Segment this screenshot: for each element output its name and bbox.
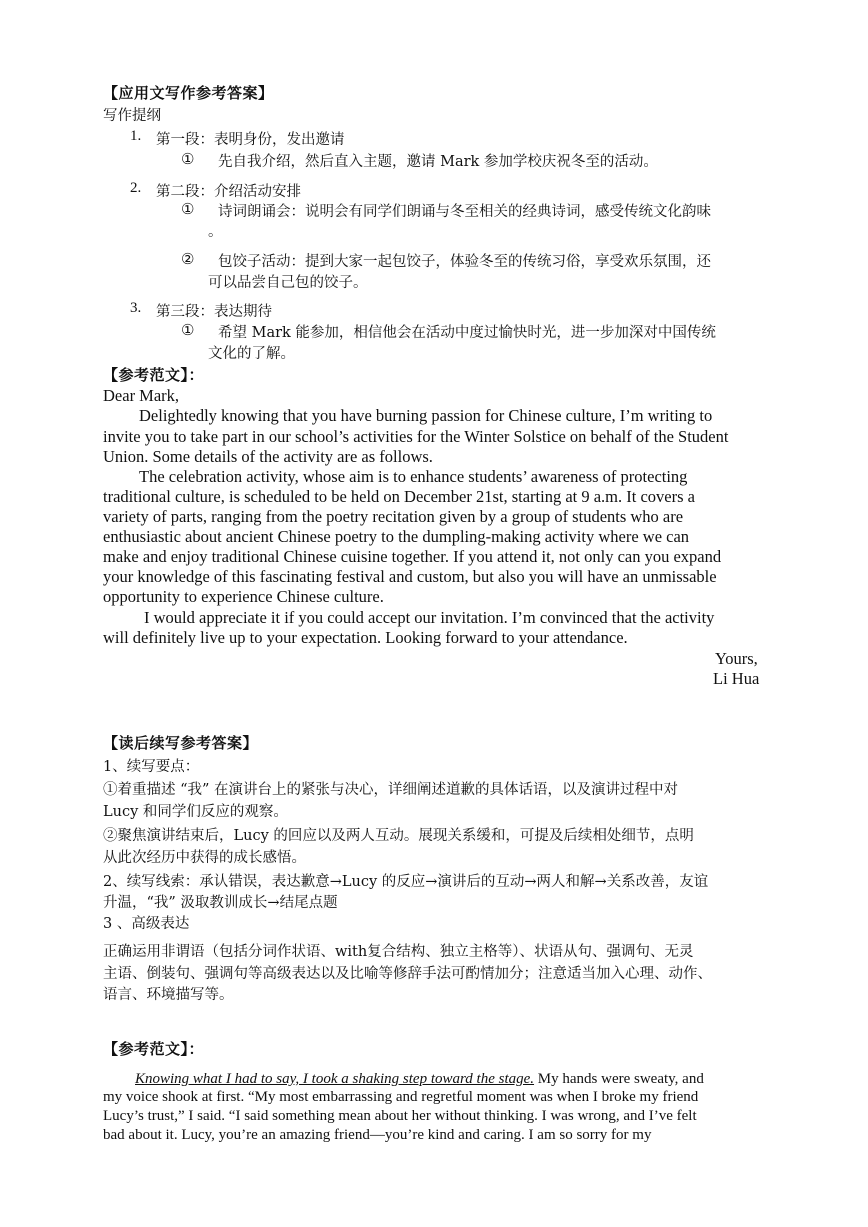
letter-line: make and enjoy traditional Chinese cuisine together. If you attend it, not only can you expand xyxy=(103,547,722,566)
letter-line: opportunity to experience Chinese culture. xyxy=(103,587,384,606)
expression-line: 主语、倒装句、强调句等高级表达以及比喻等修辞手法可酌情加分；注意适当加入心理、动作、 xyxy=(103,966,712,982)
letter-line: your knowledge of this fascinating festival and custom, but also you will have an unmissable xyxy=(103,567,717,586)
outline-item-text: 包饺子活动：提到大家一起包饺子，体验冬至的传统习俗，享受欢乐氛围，还 xyxy=(218,254,711,270)
outline-head-2: 第二段：介绍活动安排 xyxy=(156,184,301,200)
expression-line: 语言、环境描写等。 xyxy=(103,987,234,1003)
outline-item-text: 。 xyxy=(208,224,223,240)
letter-line: enthusiastic about ancient Chinese poetry to the dumpling-making activity where we can xyxy=(103,527,690,546)
outline-subtitle: 写作提纲 xyxy=(103,108,161,124)
outline-head-3: 第三段：表达期待 xyxy=(156,304,272,320)
essay-underlined-sentence: Knowing what I had to say, I took a shaking step toward the stage. xyxy=(135,1071,535,1087)
outline-item-text: 先自我介绍，然后直入主题，邀请 Mark 参加学校庆祝冬至的活动。 xyxy=(218,154,658,170)
letter-line: invite you to take part in our school’s activities for the Winter Solstice on behalf of the Student xyxy=(103,427,729,446)
letter-salutation: Dear Mark, xyxy=(103,386,180,405)
sample-title-continuation: 【参考范文】： xyxy=(103,1040,205,1058)
clue-line: 升温，“我” 汲取教训成长→结尾点题 xyxy=(103,895,338,911)
essay-line: bad about it. Lucy, you’re an amazing friend—you’re kind and caring. I am so sorry for my xyxy=(103,1127,652,1143)
letter-line: variety of parts, ranging from the poetry recitation given by a group of students who are xyxy=(103,507,684,526)
essay-line: my voice shook at first. “My most embarrassing and regretful moment was when I broke my friend xyxy=(103,1089,699,1105)
letter-signature: Li Hua xyxy=(713,669,760,688)
letter-line: The celebration activity, whose aim is to enhance students’ awareness of protecting xyxy=(139,467,688,486)
section-title-continuation: 【读后续写参考答案】 xyxy=(103,734,259,752)
outline-mark: ① xyxy=(181,150,195,168)
outline-num-1: 1. xyxy=(130,128,142,144)
outline-mark: ② xyxy=(181,250,195,268)
points-heading: 1、续写要点： xyxy=(103,759,200,775)
essay-first-line xyxy=(135,1071,704,1088)
outline-item-text: 希望 Mark 能参加，相信他会在活动中度过愉快时光，进一步加深对中国传统 xyxy=(218,325,716,341)
letter-line: will definitely live up to your expectation. Looking forward to your attendance. xyxy=(103,628,628,647)
letter-line: traditional culture, is scheduled to be held on December 21st, starting at 9 a.m. It covers a xyxy=(103,487,695,506)
letter-line: Union. Some details of the activity are as follows. xyxy=(103,447,433,466)
essay-line: Lucy’s trust,” I said. “I said something mean about her without thinking. I was wrong, and I’ve felt xyxy=(103,1108,697,1124)
letter-closing: Yours, xyxy=(715,649,758,668)
outline-head-1: 第一段：表明身份，发出邀请 xyxy=(156,132,345,148)
point-a-line: ①着重描述 “我” 在演讲台上的紧张与决心，详细阐述道歉的具体话语，以及演讲过程中对 xyxy=(103,782,679,798)
point-b-line: 从此次经历中获得的成长感悟。 xyxy=(103,850,306,866)
outline-item-text: 诗词朗诵会：说明会有同学们朗诵与冬至相关的经典诗词，感受传统文化韵味 xyxy=(218,204,711,220)
letter-line: Delightedly knowing that you have burning passion for Chinese culture, I’m writing to xyxy=(139,406,713,425)
expression-line: 正确运用非谓语（包括分词作状语、with复合结构、独立主格等）、状语从句、强调句、无灵 xyxy=(103,944,694,960)
outline-item-text: 可以品尝自己包的饺子。 xyxy=(208,275,368,291)
expression-heading: 3 、高级表达 xyxy=(103,916,190,932)
outline-mark: ① xyxy=(181,200,195,218)
outline-item-text: 文化的了解。 xyxy=(208,346,295,362)
essay-first-line-rest: My hands were sweaty, and xyxy=(534,1071,704,1087)
point-b-line: ②聚焦演讲结束后，Lucy 的回应以及两人互动。展现关系缓和，可提及后续相处细节，点明 xyxy=(103,828,694,844)
letter-line: I would appreciate it if you could accept our invitation. I’m convinced that the activity xyxy=(144,608,715,627)
point-a-line: Lucy 和同学们反应的观察。 xyxy=(103,804,288,820)
clue-line: 2、续写线索：承认错误，表达歉意→Lucy 的反应→演讲后的互动→两人和解→关系改善，友谊 xyxy=(103,874,709,890)
outline-mark: ① xyxy=(181,321,195,339)
outline-num-3: 3. xyxy=(130,300,142,316)
section-title-writing: 【应用文写作参考答案】 xyxy=(103,84,274,102)
sample-title-writing: 【参考范文】： xyxy=(103,366,205,384)
outline-num-2: 2. xyxy=(130,180,142,196)
